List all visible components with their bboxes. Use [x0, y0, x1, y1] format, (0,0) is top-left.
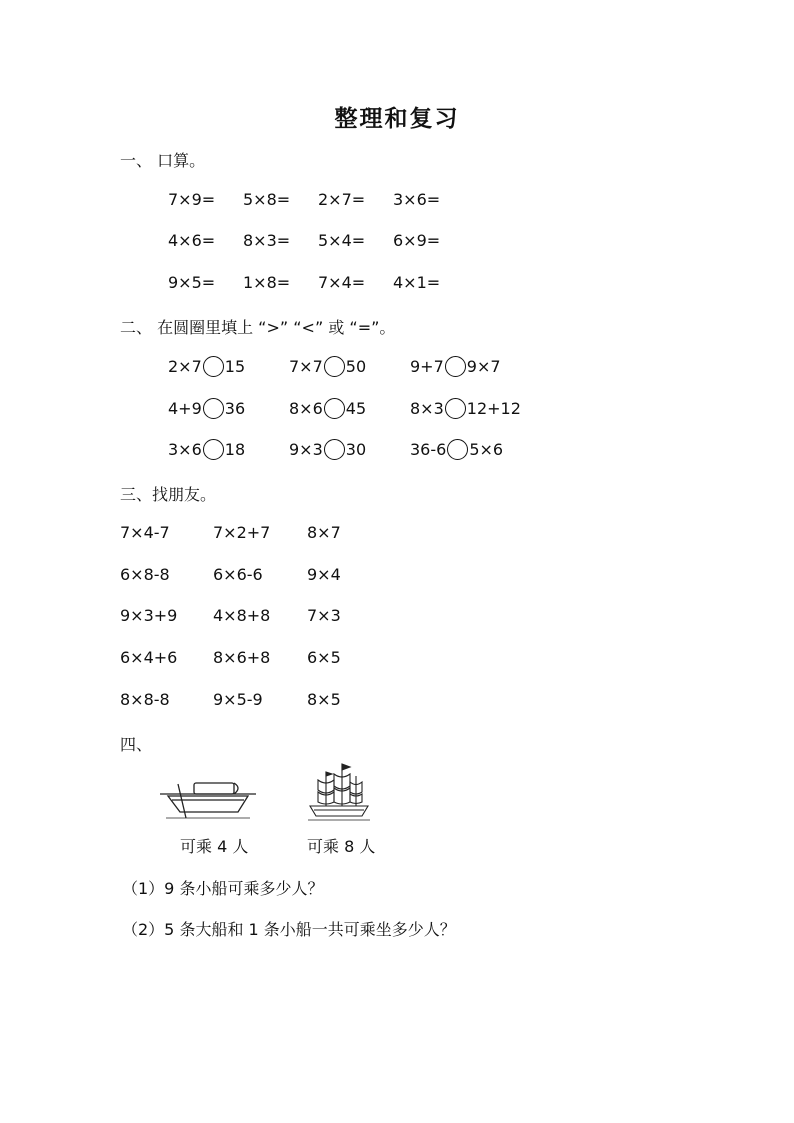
match-item: 7×3	[307, 606, 341, 625]
match-item: 6×4+6	[120, 648, 178, 667]
section3-heading: 三、找朋友。	[120, 485, 217, 504]
compare-right: 12+12	[466, 399, 521, 418]
compare-right: 36	[224, 399, 246, 418]
match-item: 6×6-6	[213, 565, 263, 584]
compare-left: 8×3	[410, 399, 444, 418]
compare-item	[410, 398, 521, 419]
compare-left: 3×6	[168, 440, 202, 459]
compare-item	[168, 398, 245, 419]
compare-item	[168, 356, 245, 377]
section2-heading: 二、 在圆圈里填上 “>” “<” 或 “=”。	[120, 318, 396, 337]
match-item: 8×8-8	[120, 690, 170, 709]
answer-circle[interactable]	[445, 398, 466, 419]
oral-item: 6×9=	[393, 231, 441, 250]
compare-item	[289, 439, 366, 460]
match-item: 9×4	[307, 565, 341, 584]
match-item: 6×5	[307, 648, 341, 667]
oral-item: 4×6=	[168, 231, 216, 250]
oral-item: 4×1=	[393, 273, 441, 292]
oral-item: 5×8=	[243, 190, 291, 209]
question-1: （1）9 条小船可乘多少人？	[122, 879, 324, 898]
big-ship-caption: 可乘 8 人	[307, 837, 376, 856]
compare-right: 30	[345, 440, 367, 459]
answer-circle[interactable]	[324, 398, 345, 419]
match-item: 6×8-8	[120, 565, 170, 584]
answer-circle[interactable]	[203, 356, 224, 377]
match-item: 7×2+7	[213, 523, 271, 542]
compare-left: 9×3	[289, 440, 323, 459]
small-boat-icon	[158, 778, 258, 828]
answer-circle[interactable]	[447, 439, 468, 460]
answer-circle[interactable]	[324, 356, 345, 377]
sailing-ship-icon	[306, 762, 372, 824]
question-2: （2）5 条大船和 1 条小船一共可乘坐多少人？	[122, 920, 456, 939]
match-item: 8×6+8	[213, 648, 271, 667]
match-item: 9×3+9	[120, 606, 178, 625]
compare-right: 50	[345, 357, 367, 376]
compare-left: 36-6	[410, 440, 447, 459]
oral-item: 5×4=	[318, 231, 366, 250]
compare-right: 15	[224, 357, 246, 376]
compare-item	[289, 356, 366, 377]
oral-item: 1×8=	[243, 273, 291, 292]
match-item: 7×4-7	[120, 523, 170, 542]
answer-circle[interactable]	[203, 398, 224, 419]
oral-item: 8×3=	[243, 231, 291, 250]
compare-item	[410, 356, 501, 377]
match-item: 8×5	[307, 690, 341, 709]
oral-item: 2×7=	[318, 190, 366, 209]
page-title: 整理和复习	[334, 105, 460, 132]
compare-right: 45	[345, 399, 367, 418]
compare-right: 9×7	[466, 357, 501, 376]
match-item: 8×7	[307, 523, 341, 542]
compare-left: 7×7	[289, 357, 323, 376]
section4-heading: 四、	[120, 735, 153, 754]
compare-right: 18	[224, 440, 246, 459]
match-item: 9×5-9	[213, 690, 263, 709]
compare-left: 4+9	[168, 399, 202, 418]
compare-left: 8×6	[289, 399, 323, 418]
compare-left: 9+7	[410, 357, 444, 376]
answer-circle[interactable]	[203, 439, 224, 460]
oral-item: 9×5=	[168, 273, 216, 292]
oral-item: 3×6=	[393, 190, 441, 209]
answer-circle[interactable]	[324, 439, 345, 460]
compare-item	[168, 439, 245, 460]
compare-item	[289, 398, 366, 419]
match-item: 4×8+8	[213, 606, 271, 625]
compare-left: 2×7	[168, 357, 202, 376]
compare-item	[410, 439, 503, 460]
small-boat-caption: 可乘 4 人	[180, 837, 249, 856]
compare-right: 5×6	[469, 440, 504, 459]
section1-heading: 一、 口算。	[120, 151, 206, 170]
oral-item: 7×4=	[318, 273, 366, 292]
answer-circle[interactable]	[445, 356, 466, 377]
oral-item: 7×9=	[168, 190, 216, 209]
